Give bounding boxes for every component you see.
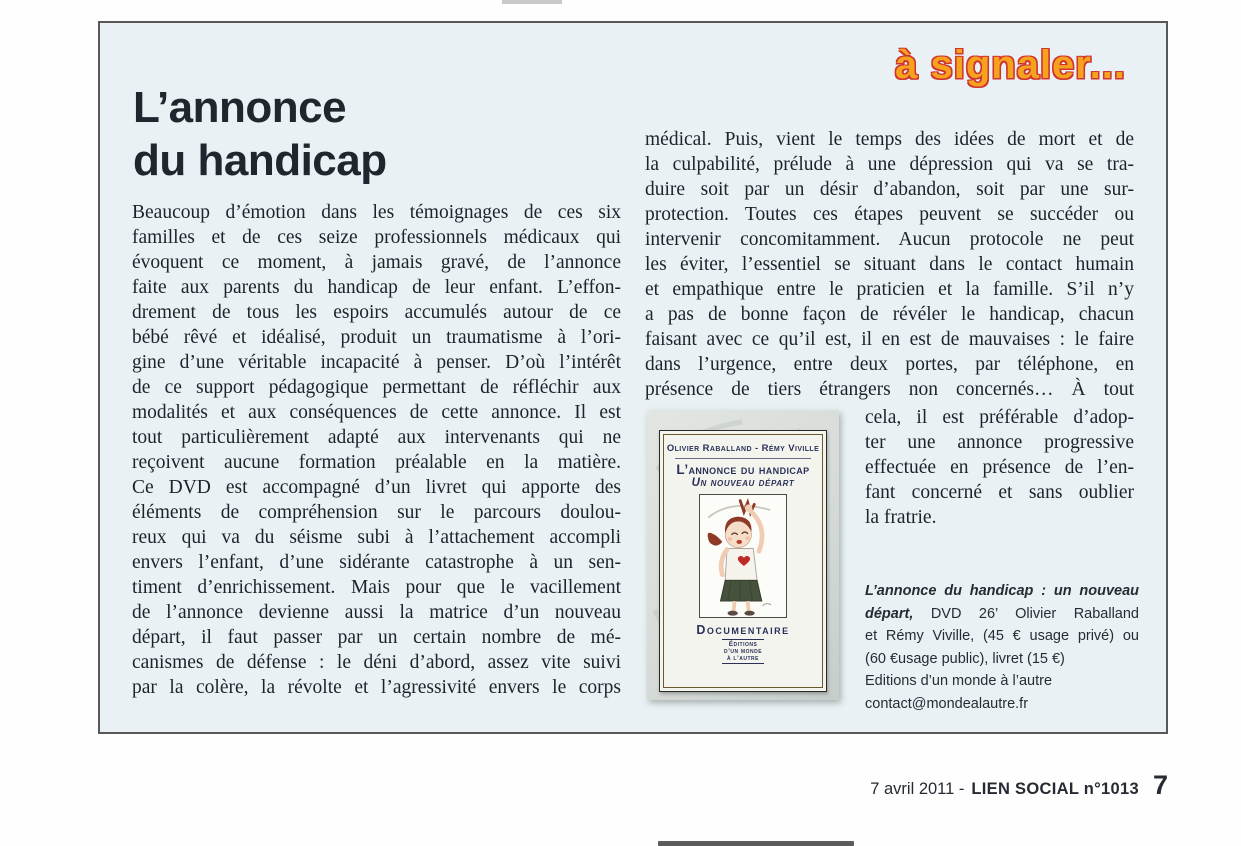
text-line: faisant avec ce qu’il est, il en est de mauvaises : le faire <box>645 329 1134 350</box>
text-line: envers l’enfant, d’une sidérante catastrophe à un sen- <box>132 552 621 573</box>
text-line: Beaucoup d’émotion dans les témoignages de ces six <box>132 202 621 223</box>
text-line: éléments de compréhension sur le parcours doulou- <box>132 502 621 523</box>
caption-line <box>865 603 1139 626</box>
scan-artifact-bottom <box>658 841 854 846</box>
text-line: tout particulièrement adapté aux intervenants qui ne <box>132 427 621 448</box>
text-line: protection. Toutes ces étapes peuvent se succéder ou <box>645 204 1134 225</box>
text-line: drement de tous les espoirs accumulés autour de ce <box>132 302 621 323</box>
article-right-column-wrapped <box>865 405 1134 530</box>
caption-line <box>865 648 1139 671</box>
text-line: départ, il faut passer par un certain nombre de mé- <box>132 627 621 648</box>
text-line: les éviter, l’essentiel se situant dans le contact humain <box>645 254 1134 275</box>
caption-regular-segment: et Rémy Viville, (45 € usage privé) ou <box>865 628 1139 644</box>
text-line: effectuée en présence de l’en- <box>865 457 1134 478</box>
text-line: reçoivent aucune formation préalable en la matière. <box>132 452 621 473</box>
article-title-line1: L’annonce <box>133 83 347 132</box>
dvd-publisher-logo <box>722 639 764 664</box>
text-line: fant concerné et sans oublier <box>865 482 1134 503</box>
caption-regular-segment: DVD 26’ Olivier Raballand <box>930 605 1139 622</box>
text-line: par la colère, la révolte et l’agressivité envers le corps <box>132 677 621 698</box>
dvd-cover-frame <box>663 434 823 688</box>
text-line: duire soit par un désir d’abandon, soit par une sur- <box>645 179 1134 200</box>
footer-journal-name: LIEN SOCIAL n°1013 <box>971 780 1139 798</box>
text-line: canismes de défense : le déni d’abord, assez vite suivi <box>132 652 621 673</box>
text-line: présence de tiers étrangers non concernés… À tout <box>645 379 1134 400</box>
text-line: cela, il est préférable d’adop- <box>865 407 1134 428</box>
page-footer <box>870 770 1168 801</box>
text-line: timent d’enrichissement. Mais pour que le vacillement <box>132 577 621 598</box>
caption-regular-segment: (60 €usage public), livret (15 €) <box>865 650 1065 667</box>
footer-page-number: 7 <box>1152 770 1168 800</box>
dvd-illustration <box>699 494 787 618</box>
text-line: évoquent ce moment, à jamais gravé, de l’annonce <box>132 252 621 273</box>
dvd-cover <box>659 430 827 692</box>
text-line: intervenir concomitamment. Aucun protocole ne peut <box>645 229 1134 250</box>
caption-bold-segment: L’annonce du handicap : un nouveau <box>865 583 1139 599</box>
text-line: Ce DVD est accompagné d’un livret qui apporte des <box>132 477 621 498</box>
dvd-cover-photo <box>647 410 839 700</box>
girl-drawing <box>700 495 786 617</box>
text-line: faite aux parents du handicap de leur enfant. L’effon- <box>132 277 621 298</box>
text-line: d’un monde <box>723 648 763 655</box>
text-line: à l’autre <box>727 655 759 662</box>
text-line: familles et de ces seize professionnels médicaux qui <box>132 227 621 248</box>
scan-artifact-top <box>502 0 562 4</box>
text-line: bébé rêvé et idéalisé, produit un traumatisme à l’ori- <box>132 327 621 348</box>
article-left-column <box>132 200 621 700</box>
dvd-caption <box>865 580 1139 715</box>
article-right-column <box>645 127 1134 402</box>
text-line: la fratrie. <box>865 507 937 528</box>
article-panel <box>98 21 1168 734</box>
text-line: a pas de bonne façon de révéler le handicap, chacun <box>645 304 1134 325</box>
text-line: de ce support pédagogique permettant de réfléchir aux <box>132 377 621 398</box>
dvd-subtitle: Un nouveau départ <box>691 477 795 489</box>
text-line: ter une annonce progressive <box>865 432 1134 453</box>
caption-line <box>865 625 1139 648</box>
text-line: dans l’urgence, entre deux portes, par téléphone, en <box>645 354 1134 375</box>
text-line: reux qui va du séisme subi à l’attachement accompli <box>132 527 621 548</box>
article-title <box>133 81 387 187</box>
caption-bold-segment: départ, <box>865 605 931 622</box>
dvd-title: L’annonce du handicap <box>676 462 810 477</box>
article-title-line2: du handicap <box>133 136 387 185</box>
caption-line <box>865 670 1139 693</box>
section-label: à signaler... <box>895 43 1126 87</box>
caption-regular-segment: contact@mondealautre.fr <box>865 695 1029 712</box>
text-line: Éditions <box>728 641 758 648</box>
text-line: la culpabilité, prélude à une dépression qui va se tra- <box>645 154 1134 175</box>
text-line: gine d’une véritable incapacité à penser. D’où l’intérêt <box>132 352 621 373</box>
caption-regular-segment: Editions d’un monde à l’autre <box>865 673 1053 689</box>
footer-date: 7 avril 2011 - <box>870 780 965 798</box>
text-line: médical. Puis, vient le temps des idées de mort et de <box>645 129 1134 150</box>
dvd-authors: Olivier Raballand - Rémy Viville <box>666 443 820 454</box>
caption-line <box>865 580 1139 603</box>
text-line: et empathique entre le praticien et la famille. S’il n’y <box>645 279 1134 300</box>
text-line: de l’annonce devienne aussi la matrice d’un nouveau <box>132 602 621 623</box>
dvd-divider <box>675 458 811 459</box>
dvd-genre: Documentaire <box>696 623 790 637</box>
caption-line <box>865 693 1139 716</box>
text-line: modalités et aux conséquences de cette annonce. Il est <box>132 402 621 423</box>
